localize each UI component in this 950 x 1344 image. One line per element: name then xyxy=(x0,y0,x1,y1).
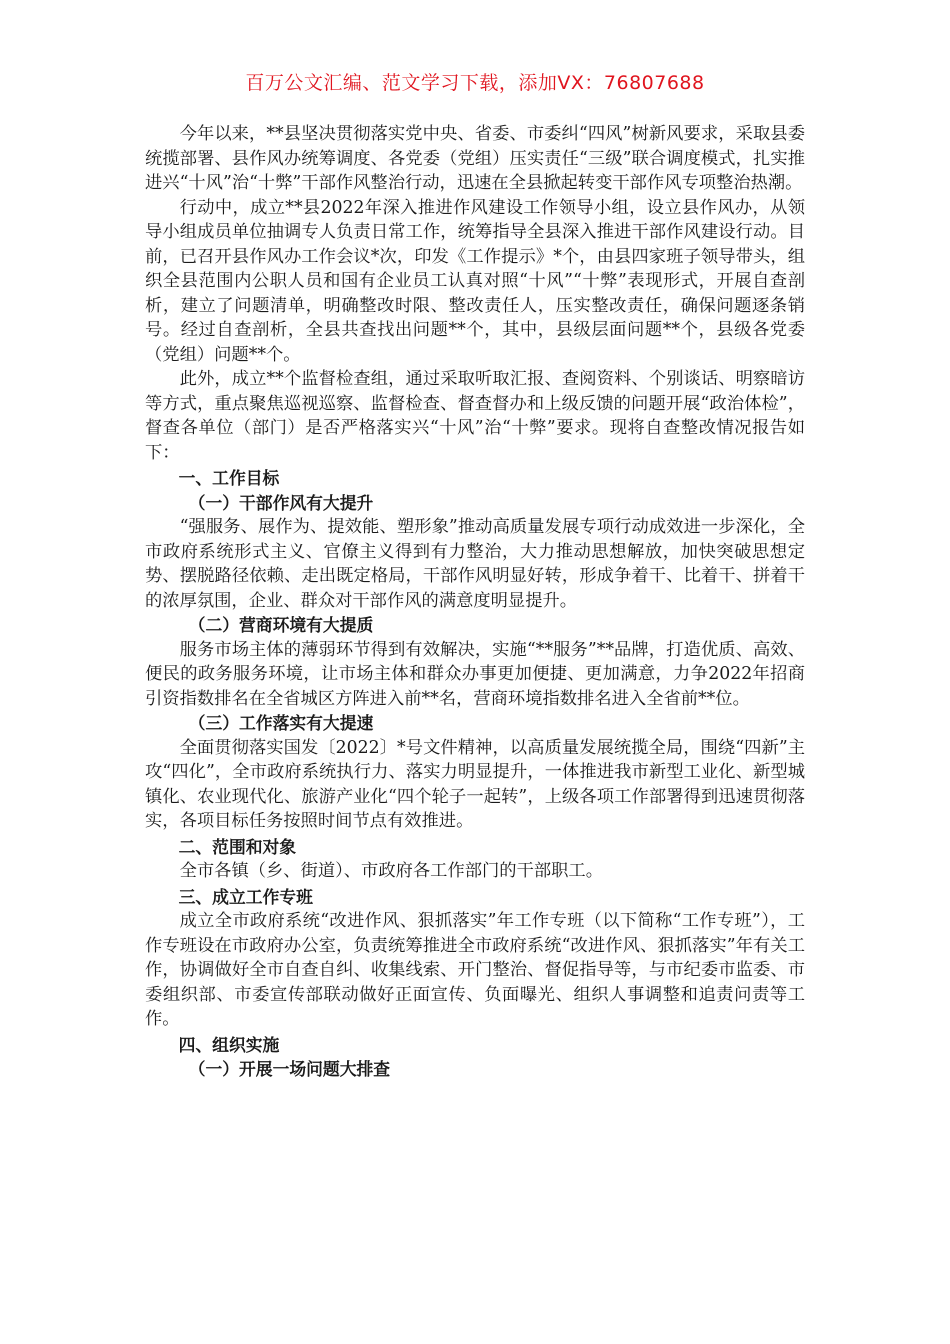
document-body xyxy=(145,122,805,1082)
subheading-cadre-style: （一）干部作风有大提升 xyxy=(188,492,374,513)
heading-implementation: 四、组织实施 xyxy=(178,1034,280,1055)
paragraph-supervision: 此外，成立**个监督检查组，通过采取听取汇报、查阅资料、个别谈话、明察暗访等方式，重点聚焦巡视巡察、监督检查、督查督办和上级反馈的问题开展“政治体检”，督查各单位（部门）是否严格落实兴“十风”治“十弊”要求。现将自查整改情况报告如下： xyxy=(145,369,805,463)
subheading-business-environment: （二）营商环境有大提质 xyxy=(188,615,374,635)
paragraph-action: 行动中，成立**县2022年深入推进作风建设工作领导小组，设立县作风办，从领导小组成员单位抽调专人负责日常工作，统筹指导全县深入推进干部作风建设行动。目前，已召开县作风办工作会议*次，印发《工作提示》*个，由县四家班子领导带头，组织全县范围内公职人员和国有企业员工认真对照“十风”“十弊”表现形式，开展自查剖析，建立了问题清单，明确整改时限、整改责任人，压实整改责任，确保问题逐条销号。经过自查剖析，全县共查找出问题**个，其中，县级层面问题**个，县级各党委（党组）问题**个。 xyxy=(145,197,805,365)
paragraph-task-force: 成立全市政府系统“改进作风、狠抓落实”年工作专班（以下简称“工作专班”），工作专班设在市政府办公室，负责统筹推进全市政府系统“改进作风、狠抓落实”年有关工作，协调做好全市自查自纠、收集线索、开门整治、督促指导等，与市纪委市监委、市委组织部、市委宣传部联动做好正面宣传、负面曝光、组织人事调整和追责问责等工作。 xyxy=(145,911,805,1029)
paragraph-scope: 全市各镇（乡、街道）、市政府各工作部门的干部职工。 xyxy=(179,861,603,881)
watermark-banner: 百万公文汇编、范文学习下载，添加VX：76807688 xyxy=(245,72,705,94)
heading-scope: 二、范围和对象 xyxy=(178,836,297,857)
paragraph-business-environment: 服务市场主体的薄弱环节得到有效解决，实施“**服务”**品牌，打造优质、高效、便民的政务服务环境，让市场主体和群众办事更加便捷、更加满意，力争2022年招商引资指数排名在全省城区方阵进入前**名，营商环境指数排名进入全省前**位。 xyxy=(145,639,805,709)
paragraph-cadre-style: “强服务、展作为、提效能、塑形象”推动高质量发展专项行动成效进一步深化，全市政府系统形式主义、官僚主义得到有力整治，大力推动思想解放，加快突破思想定势、摆脱路径依赖、走出既定格局，干部作风明显好转，形成争着干、比着干、拼着干的浓厚氛围，企业、群众对干部作风的满意度明显提升。 xyxy=(145,517,805,611)
subheading-work-implementation: （三）工作落实有大提速 xyxy=(188,713,374,733)
paragraph-intro: 今年以来，**县坚决贯彻落实党中央、省委、市委纠“四风”树新风要求，采取县委统揽部署、县作风办统筹调度、各党委（党组）压实责任“三级”联合调度模式，扎实推进兴“十风”治“十弊”干部作风整治行动，迅速在全县掀起转变干部作风专项整治热潮。 xyxy=(145,124,805,193)
heading-work-goals: 一、工作目标 xyxy=(178,468,280,488)
paragraph-work-implementation: 全面贯彻落实国发〔2022〕*号文件精神，以高质量发展统揽全局，围绕“四新”主攻“四化”，全市政府系统执行力、落实力明显提升，一体推进我市新型工业化、新型城镇化、农业现代化、旅游产业化“四个轮子一起转”，上级各项工作部署得到迅速贯彻落实，各项目标任务按照时间节点有效推进。 xyxy=(145,737,805,831)
subheading-problem-survey: （一）开展一场问题大排查 xyxy=(188,1059,391,1079)
heading-task-force: 三、成立工作专班 xyxy=(178,886,313,907)
